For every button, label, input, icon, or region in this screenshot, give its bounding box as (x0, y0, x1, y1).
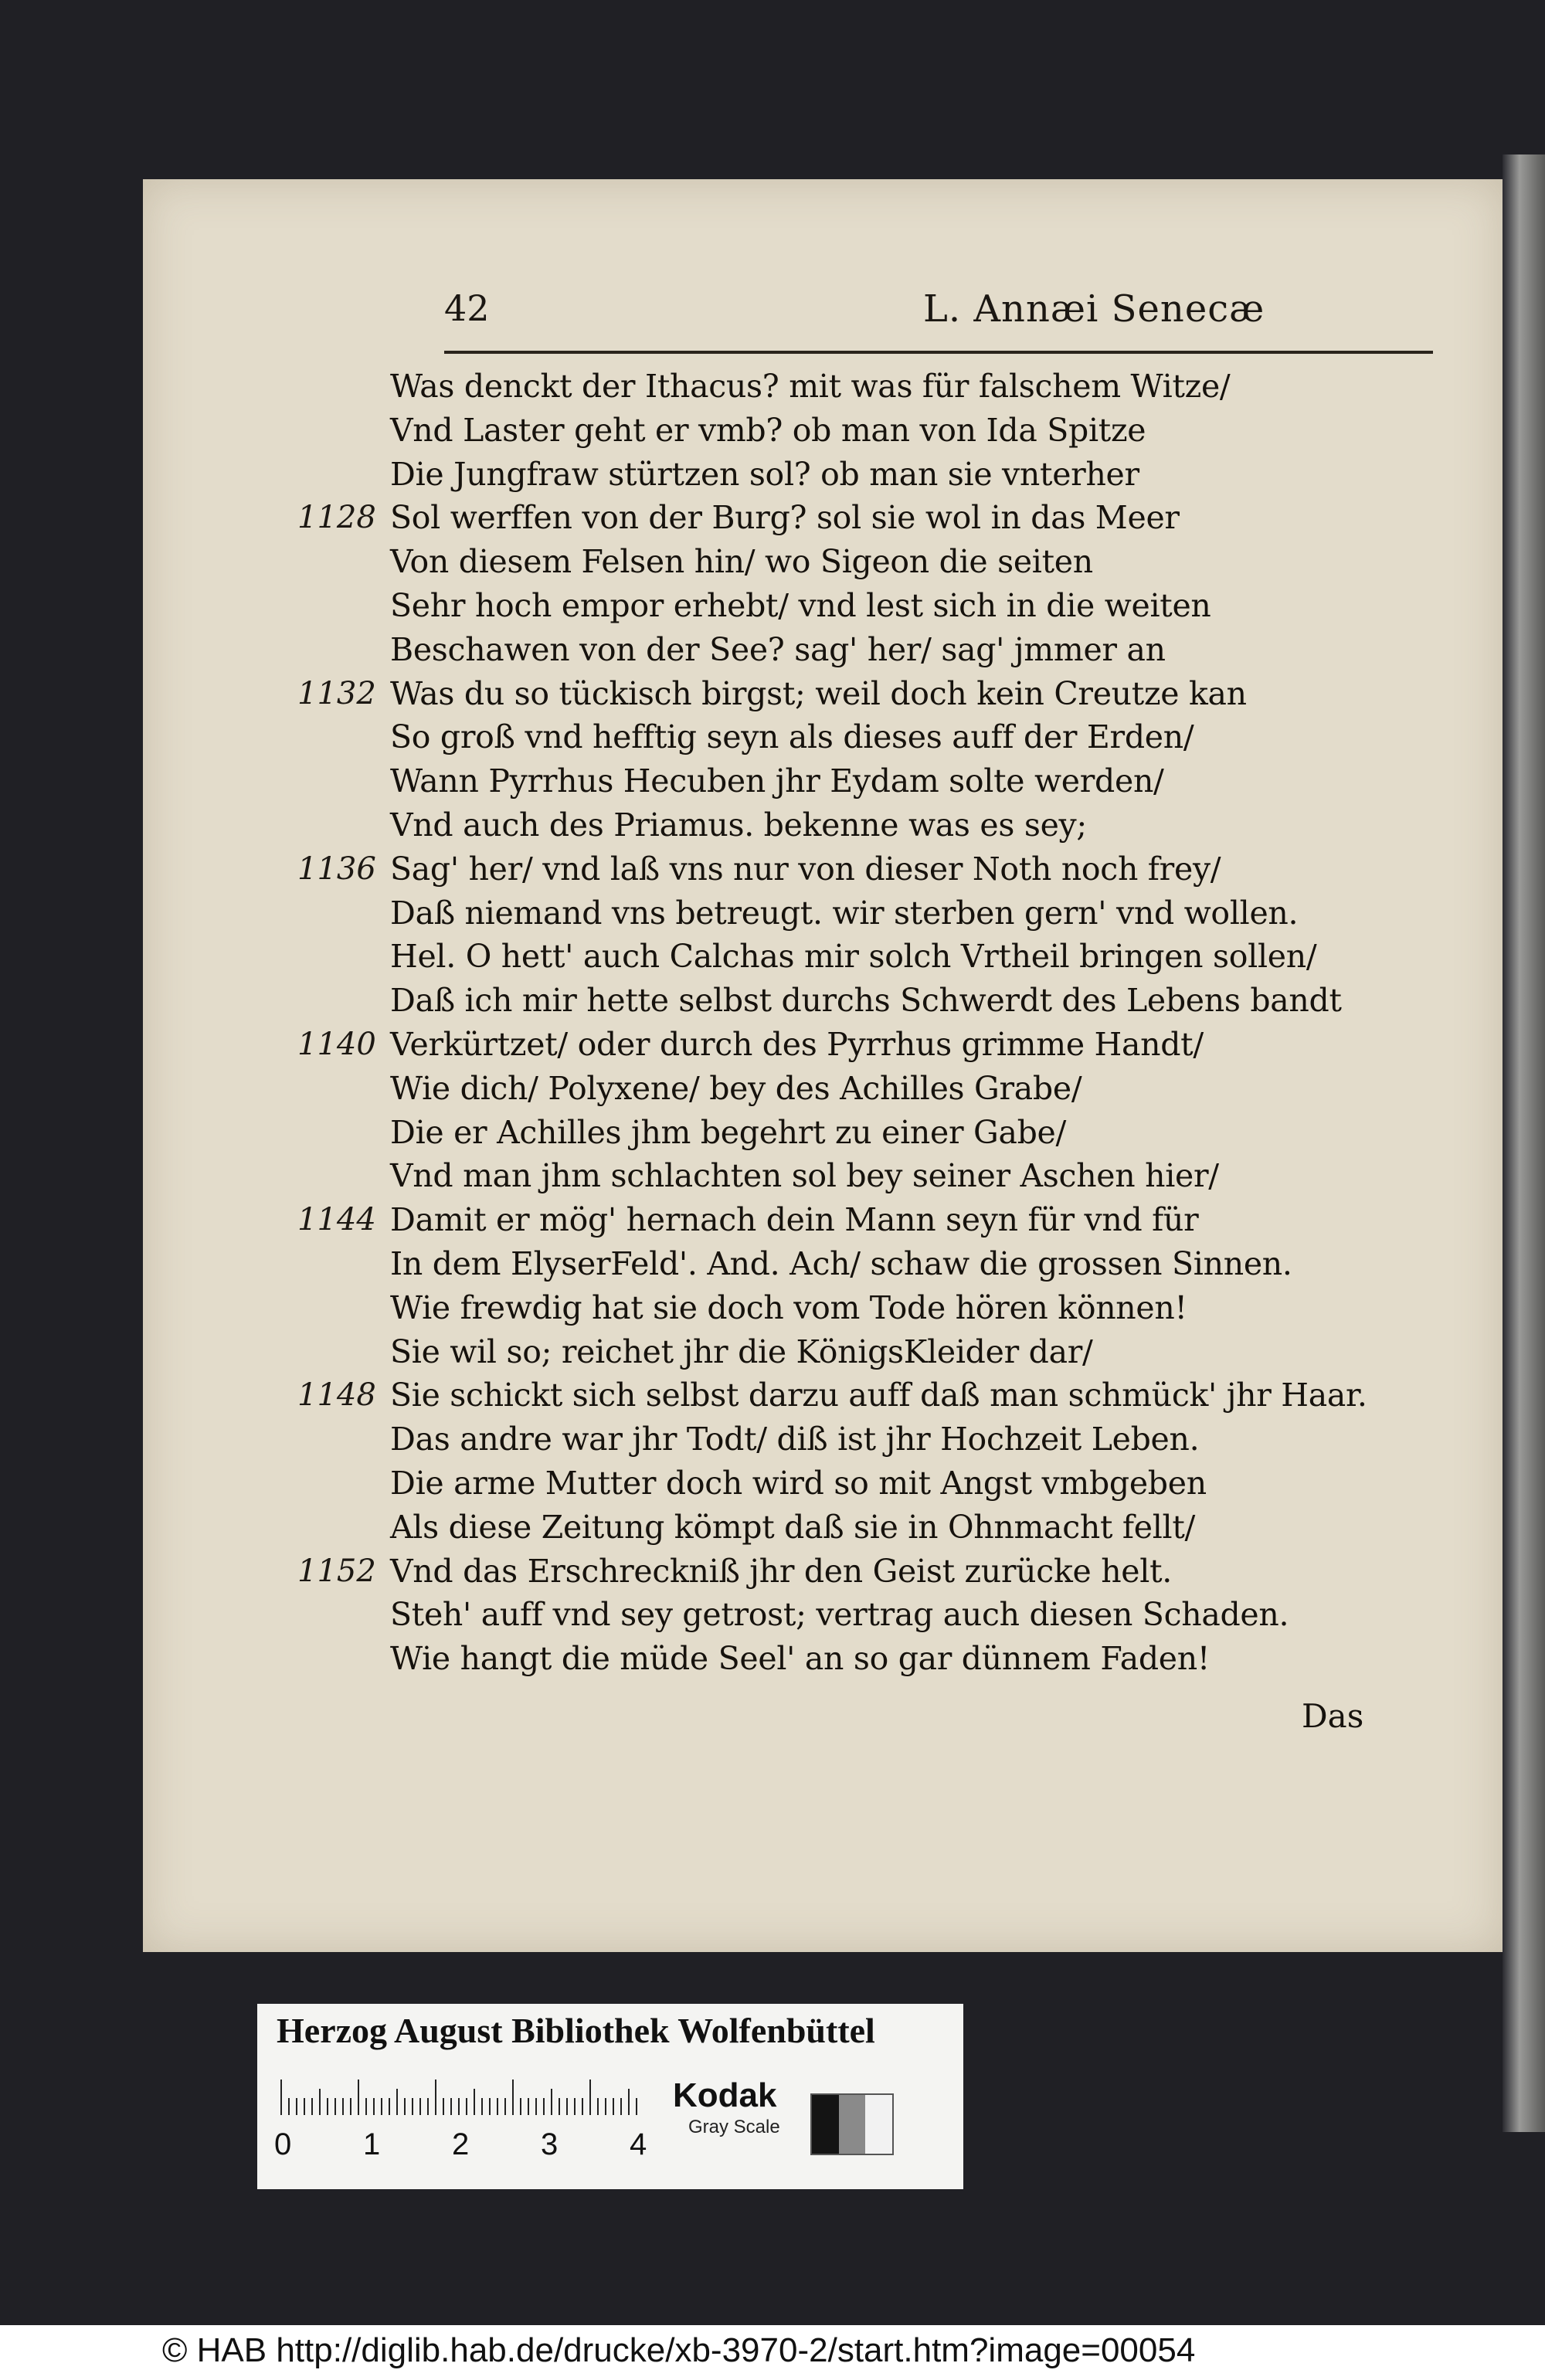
line-text: Was du so tückisch birgst; weil doch kein Creutze kan (390, 674, 1247, 712)
line-text: Von diesem Felsen hin/ wo Sigeon die seiten (390, 543, 1093, 581)
verse-line (297, 1506, 1472, 1550)
ruler-tick (419, 2098, 421, 2115)
ruler-tick (458, 2098, 460, 2115)
line-number: 1140 (297, 1026, 376, 1062)
ruler-tick (443, 2098, 444, 2115)
gray-scale-label: Gray Scale (688, 2117, 780, 2137)
ruler-tick (296, 2098, 297, 2115)
page-number: 42 (444, 287, 490, 329)
line-number: 1144 (297, 1202, 376, 1238)
line-number: 1132 (297, 675, 376, 711)
verse-line (297, 409, 1472, 453)
ruler-tick (280, 2080, 282, 2115)
verse-line (297, 365, 1472, 409)
gray-patch (812, 2095, 839, 2154)
ruler-tick (620, 2098, 622, 2115)
line-text: Wie hangt die müde Seel' an so gar dünnem Faden! (390, 1640, 1211, 1678)
kodak-logo: Kodak (673, 2076, 777, 2114)
ruler-tick (559, 2098, 560, 2115)
ruler-tick (288, 2098, 290, 2115)
ruler-tick (334, 2098, 336, 2115)
ruler-tick (358, 2080, 359, 2115)
line-number: 1128 (297, 500, 376, 536)
ruler-tick (342, 2098, 344, 2115)
book-page (143, 179, 1503, 1952)
line-text: Vnd auch des Priamus. bekenne was es sey; (390, 806, 1087, 844)
ruler-tick (528, 2098, 529, 2115)
ruler-tick (373, 2098, 375, 2115)
verse-line (297, 628, 1472, 672)
ruler-tick (450, 2098, 452, 2115)
ruler-tick (327, 2098, 328, 2115)
footer-bar (0, 2325, 1545, 2380)
ruler-tick (311, 2098, 313, 2115)
line-text: Sie wil so; reichet jhr die KönigsKleider dar/ (390, 1333, 1093, 1370)
scale-ruler (280, 2080, 898, 2115)
color-card (257, 2004, 963, 2189)
verse-text (297, 365, 1472, 1681)
book-edge (1503, 154, 1545, 2132)
verse-line (297, 891, 1472, 935)
verse-line (297, 1593, 1472, 1637)
ruler-tick (427, 2098, 429, 2115)
verse-line (297, 1637, 1472, 1681)
line-text: Die Jungfraw stürtzen sol? ob man sie vnterher (390, 455, 1139, 493)
ruler-tick (574, 2098, 576, 2115)
verse-line (297, 979, 1472, 1023)
ruler-tick (304, 2098, 305, 2115)
verse-line (297, 584, 1472, 628)
ruler-number: 0 (274, 2127, 292, 2161)
ruler-tick (319, 2089, 321, 2115)
verse-line (297, 1550, 1472, 1594)
verse-line (297, 1417, 1472, 1462)
line-text: Steh' auff vnd sey getrost; vertrag auch diesen Schaden. (390, 1596, 1289, 1634)
ruler-tick (481, 2098, 483, 2115)
line-text: Die er Achilles jhm begehrt zu einer Gabe/ (390, 1113, 1067, 1151)
ruler-numbers (274, 2127, 645, 2166)
verse-line (297, 540, 1472, 584)
library-name: Herzog August Bibliothek Wolfenbüttel (277, 2011, 875, 2050)
line-text: Damit er mög' hernach dein Mann seyn für vnd für (390, 1201, 1199, 1239)
line-text: Wie frewdig hat sie doch vom Tode hören können! (390, 1288, 1187, 1326)
ruler-tick (497, 2098, 498, 2115)
line-text: So groß vnd hefftig seyn als dieses auff der Erden/ (390, 718, 1194, 756)
verse-line (297, 1242, 1472, 1286)
verse-line (297, 1373, 1472, 1417)
ruler-number: 2 (452, 2127, 470, 2161)
line-text: Sol werffen von der Burg? sol sie wol in das Meer (390, 499, 1180, 537)
line-number: 1148 (297, 1377, 376, 1414)
ruler-tick (435, 2080, 436, 2115)
verse-line (297, 672, 1472, 716)
line-text: Beschawen von der See? sag' her/ sag' jmmer an (390, 630, 1166, 668)
line-text: In dem ElyserFeld'. And. Ach/ schaw die grossen Sinnen. (390, 1244, 1292, 1282)
verse-line (297, 1330, 1472, 1374)
ruler-tick (628, 2089, 630, 2115)
verse-line (297, 453, 1472, 497)
verse-line (297, 1198, 1472, 1242)
verse-line (297, 847, 1472, 891)
verse-line (297, 715, 1472, 759)
verse-line (297, 1462, 1472, 1506)
line-text: Verkürtzet/ oder durch des Pyrrhus grimme Handt/ (390, 1025, 1204, 1063)
line-text: Sie schickt sich selbst darzu auff daß man schmück' jhr Haar. (390, 1377, 1367, 1414)
verse-line (297, 1111, 1472, 1155)
ruler-tick (365, 2098, 367, 2115)
line-number: 1136 (297, 850, 376, 887)
gray-patch (839, 2095, 866, 2154)
ruler-tick (535, 2098, 537, 2115)
ruler-tick (613, 2098, 614, 2115)
ruler-tick (605, 2098, 606, 2115)
ruler-number: 3 (541, 2127, 559, 2161)
ruler-tick (474, 2089, 475, 2115)
ruler-tick (520, 2098, 521, 2115)
verse-line (297, 1286, 1472, 1330)
ruler-number: 1 (363, 2127, 381, 2161)
verse-line (297, 1067, 1472, 1111)
ruler-tick (636, 2098, 637, 2115)
copyright-url: © HAB http://diglib.hab.de/drucke/xb-3970-2/start.htm?image=00054 (162, 2331, 1196, 2369)
verse-line (297, 803, 1472, 847)
ruler-tick (543, 2098, 545, 2115)
verse-line (297, 935, 1472, 979)
ruler-tick (412, 2098, 413, 2115)
line-text: Die arme Mutter doch wird so mit Angst vmbgeben (390, 1464, 1207, 1502)
ruler-tick (466, 2098, 467, 2115)
ruler-tick (566, 2098, 568, 2115)
ruler-tick (512, 2080, 514, 2115)
verse-line (297, 1023, 1472, 1067)
gray-scale-patches (810, 2093, 894, 2155)
ruler-tick (389, 2098, 390, 2115)
line-text: Hel. O hett' auch Calchas mir solch Vrtheil bringen sollen/ (390, 938, 1317, 976)
ruler-tick (582, 2098, 583, 2115)
running-title: L. Annæi Senecæ (923, 287, 1265, 331)
ruler-tick (551, 2089, 552, 2115)
ruler-tick (404, 2098, 406, 2115)
catchword: Das (1302, 1697, 1364, 1735)
line-text: Das andre war jhr Todt/ diß ist jhr Hochzeit Leben. (390, 1421, 1200, 1458)
line-number: 1152 (297, 1553, 376, 1589)
verse-line (297, 1154, 1472, 1198)
ruler-number: 4 (630, 2127, 647, 2161)
gray-patch (865, 2095, 892, 2154)
ruler-tick (350, 2098, 351, 2115)
line-text: Wie dich/ Polyxene/ bey des Achilles Grabe/ (390, 1069, 1082, 1107)
line-text: Vnd das Erschreckniß jhr den Geist zurücke helt. (390, 1552, 1172, 1590)
ruler-tick (597, 2098, 599, 2115)
line-text: Daß niemand vns betreugt. wir sterben gern' vnd wollen. (390, 894, 1299, 932)
line-text: Als diese Zeitung kömpt daß sie in Ohnmacht fellt/ (390, 1508, 1196, 1546)
line-text: Sehr hoch empor erhebt/ vnd lest sich in die weiten (390, 586, 1211, 624)
line-text: Was denckt der Ithacus? mit was für falschem Witze/ (390, 368, 1231, 405)
ruler-tick (504, 2098, 506, 2115)
ruler-tick (589, 2080, 591, 2115)
line-text: Wann Pyrrhus Hecuben jhr Eydam solte werden/ (390, 762, 1164, 800)
ruler-tick (381, 2098, 382, 2115)
verse-line (297, 759, 1472, 803)
line-text: Vnd man jhm schlachten sol bey seiner Aschen hier/ (390, 1157, 1219, 1195)
ruler-tick (396, 2089, 398, 2115)
line-text: Daß ich mir hette selbst durchs Schwerdt des Lebens bandt (390, 982, 1342, 1020)
verse-line (297, 496, 1472, 540)
line-text: Sag' her/ vnd laß vns nur von dieser Noth noch frey/ (390, 850, 1221, 888)
page-header (444, 287, 1545, 349)
header-rule (444, 351, 1433, 354)
line-text: Vnd Laster geht er vmb? ob man von Ida Spitze (390, 411, 1146, 449)
ruler-tick (489, 2098, 491, 2115)
